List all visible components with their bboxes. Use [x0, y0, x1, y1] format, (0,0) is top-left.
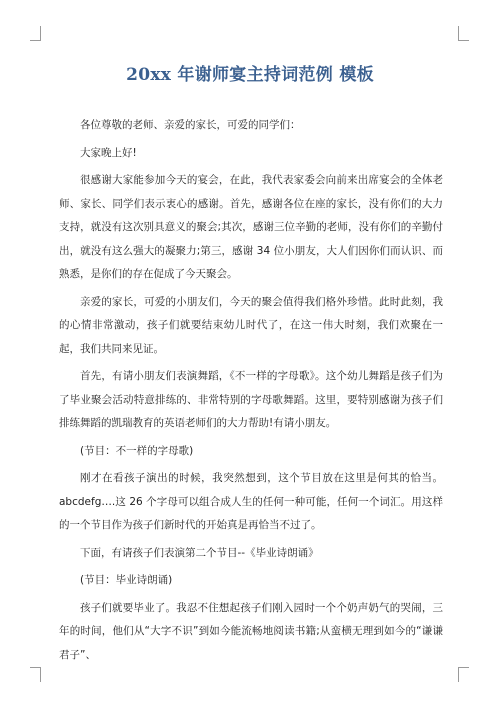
paragraph-program-note-1: (节目：不一样的字母歌) [80, 444, 194, 457]
paragraph-good-evening: 大家晚上好! [80, 146, 137, 159]
paragraph-graduation: 孩子们就要毕业了。我忍不住想起孩子们刚入园时一个个奶声奶气的哭闹，三年的时间，他们从“大字不识”到如今能流畅地阅读书籍;从蛮横无理到如今的“谦谦君子”、 [59, 601, 443, 661]
paragraph-thanks: 很感谢大家能参加今天的宴会，在此，我代表家委会向前来出席宴会的全体老师、家长、同学们表示衷心的感谢。首先，感谢各位在座的家长，没有你们的大力支持，就没有这次别具意义的聚会;其次，感谢三位辛勤的老师，没有你们的辛勤付出，就没有这么强大的凝聚力;第三，感谢 34 位小朋友，大人们因你们而认识、而熟悉，是你们的存在促成了今天聚会。 [59, 174, 443, 280]
crop-mark-top-right [458, 26, 469, 41]
paragraph-parents: 亲爱的家长，可爱的小朋友们，今天的聚会值得我们格外珍惜。此时此刻，我的心情非常激动，孩子们就要结束幼儿时代了，在这一伟大时刻，我们欢聚在一起，我们共同来见证。 [59, 295, 443, 355]
document-body [59, 114, 443, 671]
paragraph-second-program: 下面，有请孩子们表演第二个节目--《毕业诗朗诵》 [80, 546, 319, 559]
paragraph-first-program: 首先，有请小朋友们表演舞蹈，《不一样的字母歌》。这个幼儿舞蹈是孩子们为了毕业聚会活动特意排练的、非常特别的字母歌舞蹈。这里，要特别感谢为孩子们排练舞蹈的凯瑞教育的英语老师们的大力帮助!有请小朋友。 [59, 370, 443, 429]
paragraph-program-note-2: (节目：毕业诗朗诵) [80, 574, 173, 586]
crop-mark-bottom-left [30, 667, 41, 682]
document-title: 20xx 年谢师宴主持词范例 模板 [126, 65, 374, 85]
paragraph-reflection: 刚才在看孩子演出的时候，我突然想到，这个节目放在这里是何其的恰当。abcdefg….这 26 个字母可以组合成人生的任何一种可能，任何一个词汇。用这样的一个节目作为孩子们新时代的开始真是再恰当不过了。 [59, 472, 443, 531]
paragraph-greeting: 各位尊敬的老师、亲爱的家长，可爱的同学们： [80, 119, 301, 131]
crop-mark-bottom-right [458, 667, 469, 682]
crop-mark-top-left [30, 26, 41, 41]
